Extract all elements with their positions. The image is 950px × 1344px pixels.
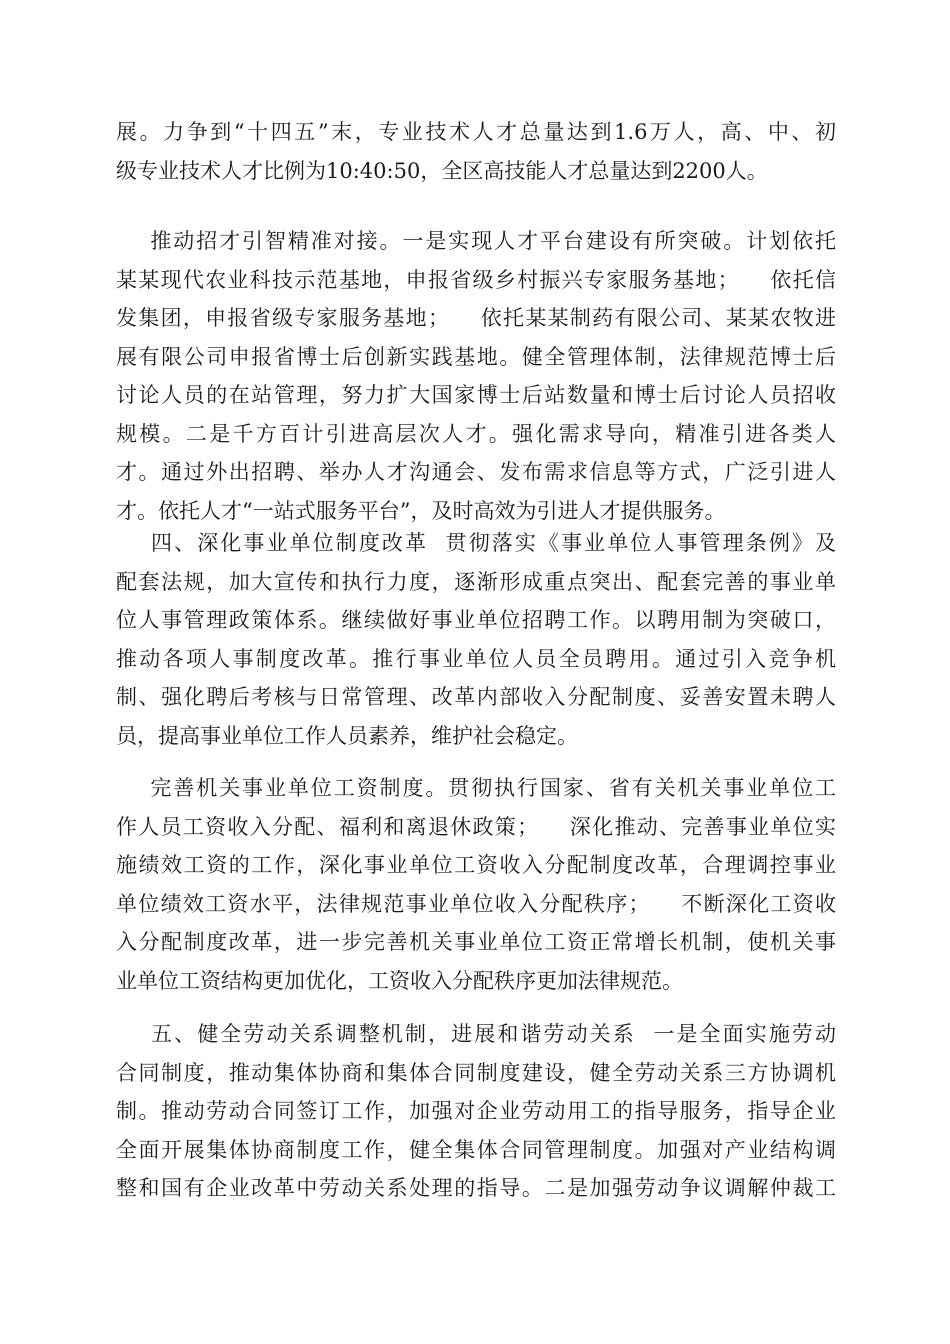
text-line: 入分配制度改革，进一步完善机关事业单位工资正常增长机制，使机关事 xyxy=(116,930,836,954)
text-line: 才。依托人才“一站式服务平台”，及时高效为引进人才提供服务。 xyxy=(116,498,726,523)
text-line: 合同制度，推动集体协商和集体合同制度建设，健全劳动关系三方协调机 xyxy=(116,1060,836,1085)
text-line: 推动各项人事制度改革。推行事业单位人员全员聘用。通过引入竞争机 xyxy=(116,646,836,671)
text-line: 完善机关事业单位工资制度。贯彻执行国家、省有关机关事业单位工 xyxy=(116,776,836,800)
text-line: 某某现代农业科技示范基地，申报省级乡村振兴专家服务基地； 依托信 xyxy=(116,267,836,292)
text-line: 位人事管理政策体系。继续做好事业单位招聘工作。以聘用制为突破口， xyxy=(116,608,836,632)
text-line: 制、强化聘后考核与日常管理、改革内部收入分配制度、妥善安置未聘人 xyxy=(116,685,836,709)
text-line: 五、健全劳动关系调整机制，进展和谐劳动关系 一是全面实施劳动 xyxy=(116,1022,836,1046)
text-line: 作人员工资收入分配、福利和离退休政策； 深化推动、完善事业单位实 xyxy=(116,814,836,839)
text-line: 施绩效工资的工作，深化事业单位工资收入分配制度改革，合理调控事业 xyxy=(116,853,836,877)
text-line: 业单位工资结构更加优化，工资收入分配秩序更加法律规范。 xyxy=(116,968,683,993)
text-line: 才。通过外出招聘、举办人才沟通会、发布需求信息等方式，广泛引进人 xyxy=(116,460,836,484)
paragraph-labor-relations xyxy=(116,1015,836,1208)
text-line: 推动招才引智精准对接。一是实现人才平台建设有所突破。计划依托 xyxy=(116,229,836,253)
text-line: 展有限公司申报省博士后创新实践基地。健全管理体制，法律规范博士后 xyxy=(116,344,836,369)
text-line: 级专业技术人才比例为10:40:50，全区高技能人才总量达到2200人。 xyxy=(116,158,768,183)
paragraph-talent-goal xyxy=(116,113,836,190)
paragraph-wage-system xyxy=(116,769,836,1000)
text-line: 四、深化事业单位制度改革 贯彻落实《事业单位人事管理条例》及 xyxy=(116,531,836,555)
text-line: 发集团，申报省级专家服务基地； 依托某某制药有限公司、某某农牧进 xyxy=(116,306,836,330)
text-line: 制。推动劳动合同签订工作，加强对企业劳动用工的指导服务，指导企业 xyxy=(116,1099,836,1123)
text-line: 全面开展集体协商制度工作，健全集体合同管理制度。加强对产业结构调 xyxy=(116,1137,836,1162)
text-line: 展。力争到“十四五”末，专业技术人才总量达到1.6万人，高、中、初 xyxy=(116,120,836,144)
text-line: 整和国有企业改革中劳动关系处理的指导。二是加强劳动争议调解仲裁工 xyxy=(116,1176,836,1200)
text-line: 单位绩效工资水平，法律规范事业单位收入分配秩序； 不断深化工资收 xyxy=(116,891,836,916)
text-line: 配套法规，加大宣传和执行力度，逐渐形成重点突出、配套完善的事业单 xyxy=(116,569,836,594)
text-line: 讨论人员的在站管理，努力扩大国家博士后站数量和博士后讨论人员招收 xyxy=(116,383,836,407)
text-line: 规模。二是千方百计引进高层次人才。强化需求导向，精准引进各类人 xyxy=(116,421,836,446)
text-line: 员，提高事业单位工作人员素养，维护社会稳定。 xyxy=(116,723,578,748)
paragraph-institution-reform xyxy=(116,524,836,755)
paragraph-talent-recruitment xyxy=(116,222,836,530)
